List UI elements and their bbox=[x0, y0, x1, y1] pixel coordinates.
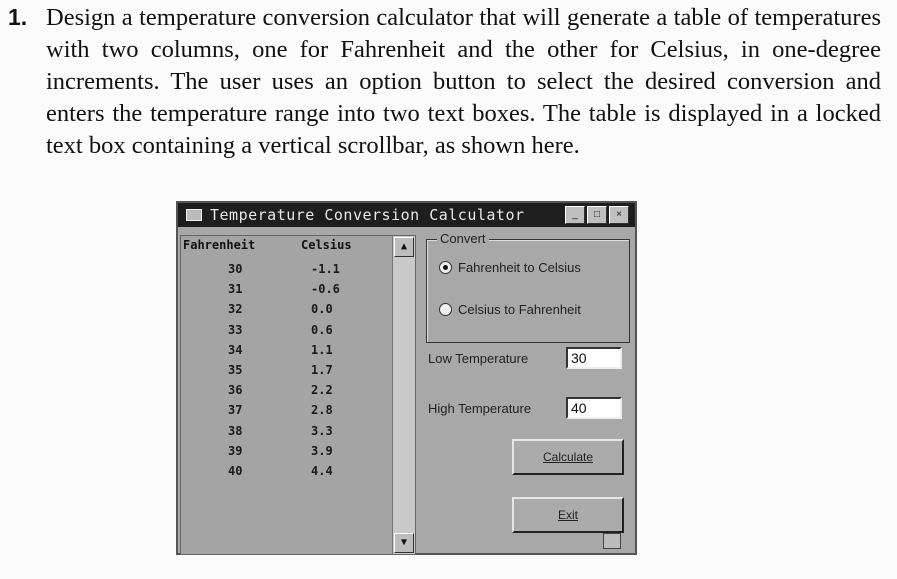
vertical-scrollbar[interactable] bbox=[392, 236, 415, 554]
fahrenheit-cell: 37 bbox=[228, 403, 243, 418]
high-temperature-input[interactable]: 40 bbox=[566, 397, 622, 419]
convert-frame-label: Convert bbox=[437, 231, 489, 246]
option-celsius-to-fahrenheit[interactable] bbox=[439, 302, 581, 317]
resize-grip-icon[interactable] bbox=[603, 533, 621, 549]
fahrenheit-cell: 35 bbox=[228, 362, 243, 377]
celsius-cell: 0.6 bbox=[311, 322, 333, 337]
scroll-down-icon[interactable]: ▼ bbox=[394, 533, 414, 553]
system-menu-icon[interactable] bbox=[186, 209, 202, 221]
header-celsius: Celsius bbox=[301, 238, 352, 252]
fahrenheit-cell: 32 bbox=[228, 302, 243, 317]
table-rows bbox=[181, 262, 391, 484]
window-client bbox=[178, 227, 635, 553]
table-header bbox=[183, 238, 389, 252]
table-row bbox=[181, 302, 391, 322]
calculate-button[interactable]: Calculate bbox=[512, 439, 624, 475]
celsius-cell: 2.2 bbox=[311, 383, 333, 398]
convert-frame bbox=[426, 231, 630, 343]
low-temperature-input[interactable]: 30 bbox=[566, 347, 622, 369]
fahrenheit-cell: 34 bbox=[228, 342, 243, 357]
fahrenheit-cell: 40 bbox=[228, 463, 243, 478]
close-icon[interactable]: × bbox=[609, 206, 629, 224]
fahrenheit-cell: 33 bbox=[228, 322, 243, 337]
exit-button[interactable]: Exit bbox=[512, 497, 624, 533]
celsius-cell: 3.9 bbox=[311, 443, 333, 458]
window-titlebar bbox=[178, 203, 635, 227]
celsius-cell: -1.1 bbox=[311, 262, 340, 276]
fahrenheit-cell: 39 bbox=[228, 443, 243, 458]
celsius-cell: 3.3 bbox=[311, 423, 333, 438]
high-temperature-label: High Temperature bbox=[428, 401, 532, 416]
celsius-cell: 0.0 bbox=[311, 302, 333, 317]
scroll-up-icon[interactable]: ▲ bbox=[394, 237, 414, 257]
window-controls bbox=[565, 206, 629, 224]
table-row bbox=[181, 464, 391, 484]
window-title: Temperature Conversion Calculator bbox=[210, 206, 525, 224]
celsius-cell: 4.4 bbox=[311, 463, 333, 478]
table-row bbox=[181, 282, 391, 302]
problem-text: Design a temperature conversion calculator that will generate a table of temperatures with two columns, one for Fahrenheit and the other for Celsius, in one-degree increments. The user uses an option button to select the desired conversion and enters the temperature range into two text boxes. The table is displayed in a locked text box containing a vertical scrollbar, as shown here. bbox=[46, 4, 881, 159]
minimize-icon[interactable]: _ bbox=[565, 206, 585, 224]
low-temperature-label: Low Temperature bbox=[428, 351, 529, 366]
app-screenshot bbox=[176, 201, 637, 555]
celsius-cell: 2.8 bbox=[311, 403, 333, 418]
problem-number: 1. bbox=[8, 4, 28, 30]
celsius-cell: -0.6 bbox=[311, 282, 340, 297]
conversion-table-textbox[interactable] bbox=[180, 235, 416, 555]
celsius-cell: 1.1 bbox=[311, 342, 333, 357]
table-row bbox=[181, 383, 391, 403]
fahrenheit-cell: 38 bbox=[228, 423, 243, 438]
table-row bbox=[181, 403, 391, 423]
radio-icon[interactable] bbox=[439, 261, 452, 274]
table-row bbox=[181, 343, 391, 363]
table-row bbox=[181, 424, 391, 444]
fahrenheit-cell: 31 bbox=[228, 282, 243, 297]
option-label: Celsius to Fahrenheit bbox=[458, 302, 581, 317]
maximize-icon[interactable]: □ bbox=[587, 206, 607, 224]
option-label: Fahrenheit to Celsius bbox=[458, 260, 581, 275]
header-fahrenheit: Fahrenheit bbox=[183, 238, 256, 252]
option-fahrenheit-to-celsius[interactable] bbox=[439, 260, 581, 275]
table-row bbox=[181, 444, 391, 464]
fahrenheit-cell: 36 bbox=[228, 383, 243, 398]
radio-icon[interactable] bbox=[439, 303, 452, 316]
table-row bbox=[181, 323, 391, 343]
table-row bbox=[181, 363, 391, 383]
table-row bbox=[181, 262, 391, 282]
celsius-cell: 1.7 bbox=[311, 362, 333, 377]
fahrenheit-cell: 30 bbox=[228, 262, 243, 276]
